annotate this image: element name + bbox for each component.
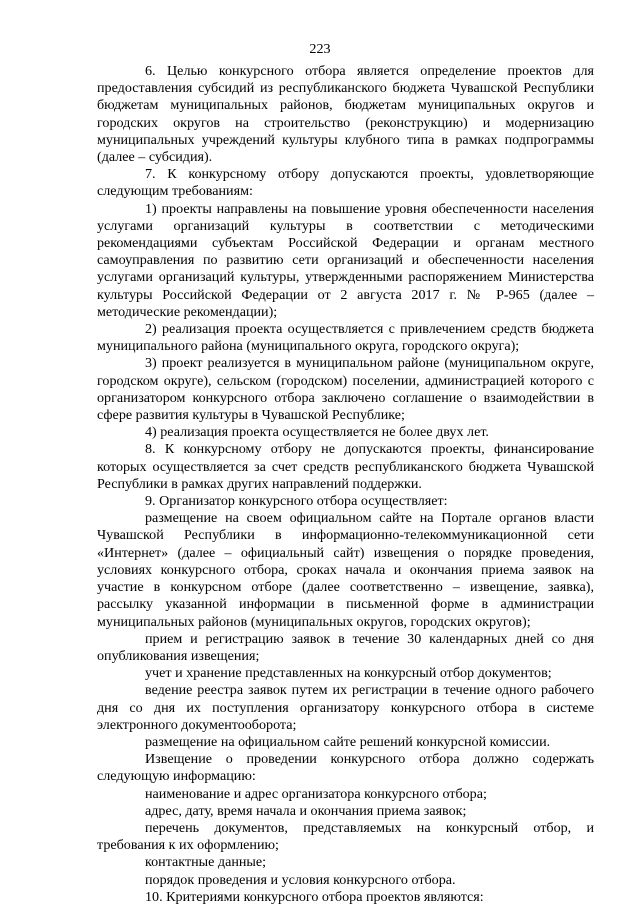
- requirement-3: 3) проект реализуется в муниципальном районе (муниципальном округе, городском округе), сельском (городском) поселении, администрацией которого с организатором конкурсного отбора заключено соглашение о взаимодействии в сфере развития культуры в Чувашской Республике;: [97, 355, 594, 424]
- organizer-duty-reception: прием и регистрацию заявок в течение 30 календарных дней со дня опубликования извещения;: [97, 630, 594, 664]
- paragraph-10-criteria: 10. Критериями конкурсного отбора проектов являются:: [145, 888, 484, 905]
- notice-item-name-address: наименование и адрес организатора конкурсного отбора;: [145, 785, 487, 802]
- notice-item-contacts: контактные данные;: [145, 854, 267, 871]
- organizer-duty-publication: размещение на своем официальном сайте на Портале органов власти Чувашской Республики в информационно-телекоммуникационной сети «Интернет» (далее – официальный сайт) извещения о порядке проведения, условиях конкурсного отбора, сроках начала и окончания приема заявок на участие в конкурсном отборе (далее соответственно – извещение, заявка), рассылку указанной информации в письменной форме в администрации муниципальных районов (муниципальных округов, городских округов);: [97, 510, 594, 630]
- notice-item-dates: адрес, дату, время начала и окончания приема заявок;: [145, 802, 467, 819]
- organizer-duty-storage: учет и хранение представленных на конкурсный отбор документов;: [145, 665, 552, 682]
- paragraph-8-exclusion: 8. К конкурсному отбору не допускаются проекты, финансирование которых осуществляется за счет средств республиканского бюджета Чувашской Республики в рамках других направлений поддержки.: [97, 441, 594, 492]
- notice-item-procedure: порядок проведения и условия конкурсного отбора.: [145, 871, 456, 888]
- paragraph-6-purpose: 6. Целью конкурсного отбора является определение проектов для предоставления субсидий из республиканского бюджета Чувашской Республики бюджетам муниципальных районов, бюджетам муниципальных округов и городских округов на строительство (реконструкцию) и модернизацию муниципальных учреждений культуры клубного типа в рамках подпрограммы (далее – субсидия).: [97, 63, 594, 166]
- notice-content-intro: Извещение о проведении конкурсного отбора должно содержать следующую информацию:: [97, 751, 594, 785]
- organizer-duty-registry: ведение реестра заявок путем их регистрации в течение одного рабочего дня со дня их поступления организатору конкурсного отбора в системе электронного документооборота;: [97, 682, 594, 733]
- paragraph-9-organizer: 9. Организатор конкурсного отбора осуществляет:: [145, 493, 448, 510]
- organizer-duty-decisions: размещение на официальном сайте решений конкурсной комиссии.: [145, 733, 551, 750]
- requirement-1: 1) проекты направлены на повышение уровня обеспеченности населения услугами организаций культуры в соответствии с методическими рекомендациями субъектам Российской Федерации и органам местного самоуправления по развитию сети организаций и обеспеченности населения услугами организаций культуры, утвержденными распоряжением Министерства культуры Российской Федерации от 2 августа 2017 г. № Р-965 (далее – методические рекомендации);: [97, 200, 594, 320]
- requirement-4: 4) реализация проекта осуществляется не более двух лет.: [145, 424, 489, 441]
- paragraph-7-admission: 7. К конкурсному отбору допускаются проекты, удовлетворяющие следующим требованиям:: [97, 166, 594, 200]
- notice-item-documents: перечень документов, представляемых на конкурсный отбор, и требования к их оформлению;: [97, 819, 594, 854]
- page-number: 223: [309, 41, 331, 57]
- requirement-2: 2) реализация проекта осуществляется с привлечением средств бюджета муниципального района (муниципального округа, городского округа);: [97, 321, 594, 355]
- document-body: [97, 63, 594, 906]
